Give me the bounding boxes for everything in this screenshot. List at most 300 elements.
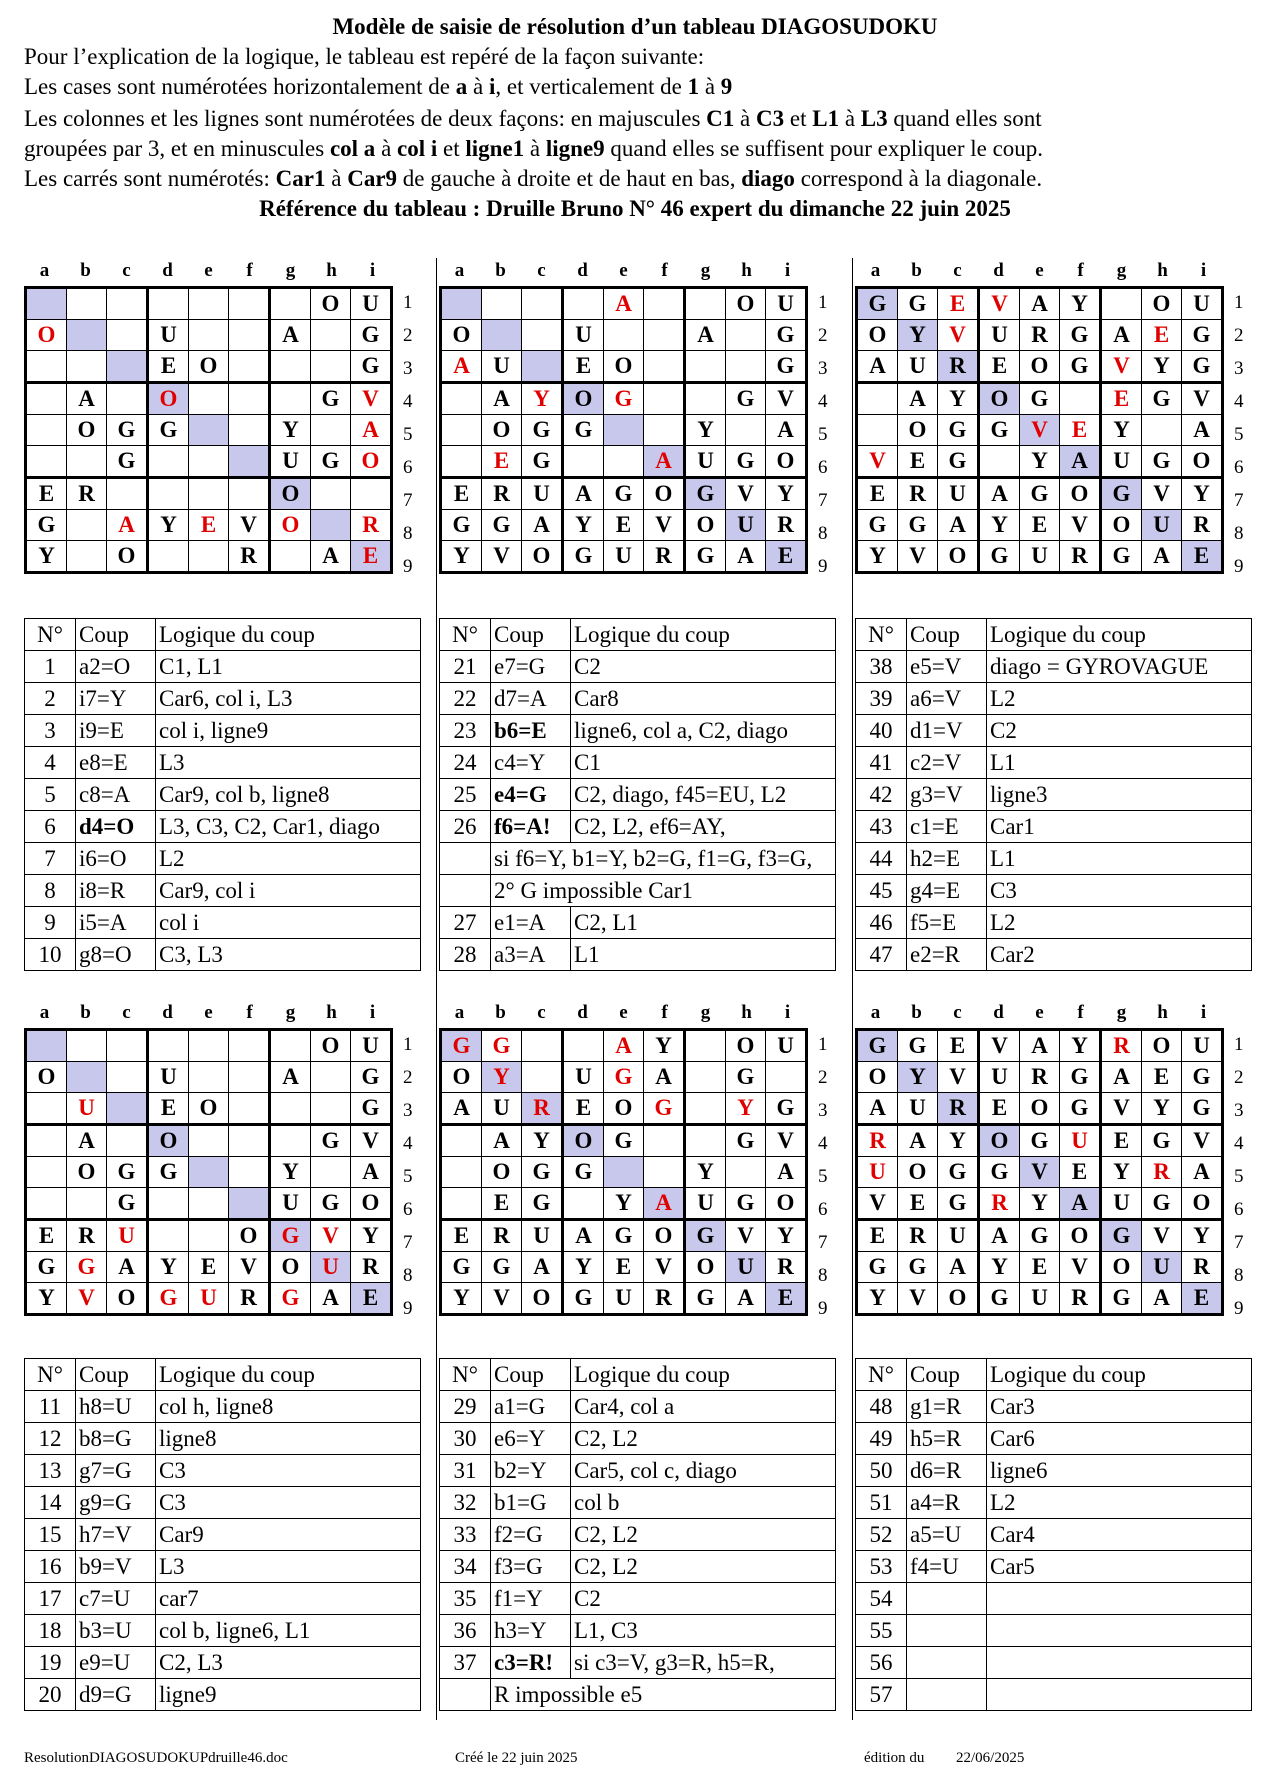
- grid-cell-e4: G: [604, 1125, 644, 1157]
- move-row: [856, 1615, 1252, 1647]
- move-row: [856, 1487, 1252, 1519]
- header-text: , et verticalement de: [495, 74, 688, 99]
- grid-cell-b9: V: [482, 541, 522, 573]
- move-coup: i9=E: [76, 715, 156, 747]
- grid-cell-b5: O: [482, 1157, 522, 1188]
- grid-row: [26, 446, 392, 478]
- move-logic: C1: [571, 747, 836, 779]
- column-letter: e: [619, 1002, 628, 1023]
- grid-cell-i3: G: [1182, 1093, 1223, 1125]
- move-coup: g3=V: [907, 779, 987, 811]
- grid-cell-b5: O: [898, 1157, 938, 1188]
- move-coup: d7=A: [491, 683, 571, 715]
- grid-row: [441, 1220, 807, 1252]
- grid-cell-b6: E: [482, 446, 522, 478]
- column-letter: d: [162, 260, 173, 281]
- row-number: 6: [403, 1199, 413, 1220]
- header-keyword: ligne1: [465, 136, 525, 161]
- move-number: 13: [25, 1455, 76, 1487]
- move-coup: c8=A: [76, 779, 156, 811]
- grid-row: [26, 1188, 392, 1220]
- grid-row: [26, 1220, 392, 1252]
- grid-cell-e3: O: [1020, 351, 1060, 383]
- grid-cell-f9: R: [229, 1283, 270, 1315]
- grid-reference: Référence du tableau : Druille Bruno N° 46 expert du dimanche 22 juin 2025: [259, 196, 1011, 221]
- grid-cell-h7: V: [1142, 478, 1182, 510]
- grid-cell-d9: G: [148, 1283, 189, 1315]
- row-number: 6: [818, 1199, 828, 1220]
- grid-row: [441, 1062, 807, 1093]
- move-number: 44: [856, 843, 907, 875]
- grid-cell-b8: [67, 510, 107, 541]
- grid-cell-d7: [148, 478, 189, 510]
- grid-cell-b4: A: [482, 1125, 522, 1157]
- grid-cell-c8: A: [107, 510, 148, 541]
- grid-cell-b9: V: [898, 541, 938, 573]
- moves-table: [24, 1358, 421, 1711]
- move-row: [440, 843, 836, 875]
- grid-cell-b6: [67, 446, 107, 478]
- grid-cell-b2: Y: [898, 320, 938, 351]
- move-number: 7: [25, 843, 76, 875]
- row-number: 1: [1234, 1034, 1244, 1055]
- move-row: [25, 779, 421, 811]
- move-row: [25, 907, 421, 939]
- row-number: 2: [818, 325, 828, 346]
- grid-cell-f2: [229, 320, 270, 351]
- grid-cell-h9: A: [1142, 1283, 1182, 1315]
- row-number: 6: [818, 457, 828, 478]
- grid-cell-h1: O: [726, 1030, 766, 1062]
- move-logic: Car4: [987, 1519, 1252, 1551]
- grid-row: [441, 415, 807, 446]
- grid-row: [26, 1157, 392, 1188]
- move-logic: diago = GYROVAGUE: [987, 651, 1252, 683]
- move-number: 30: [440, 1423, 491, 1455]
- grid-cell-i8: R: [351, 1252, 392, 1283]
- grid-cell-e7: [189, 478, 229, 510]
- move-row: [440, 1647, 836, 1679]
- grid-cell-d9: [148, 541, 189, 573]
- grid-cell-c7: U: [938, 1220, 979, 1252]
- grid-cell-b4: A: [898, 383, 938, 415]
- move-number: 50: [856, 1455, 907, 1487]
- moves-header-cell: N°: [856, 619, 907, 651]
- move-coup: a6=V: [907, 683, 987, 715]
- row-number: 8: [1234, 1265, 1244, 1286]
- move-logic: [987, 1583, 1252, 1615]
- header-text: et: [437, 136, 466, 161]
- grid-cell-c9: O: [107, 1283, 148, 1315]
- move-logic: Car5: [987, 1551, 1252, 1583]
- move-coup: e4=G: [491, 779, 571, 811]
- grid-cell-h2: [726, 320, 766, 351]
- header-line-3: [24, 104, 1254, 134]
- row-number: 2: [1234, 1067, 1244, 1088]
- grid-cell-g1: [1101, 288, 1142, 320]
- grid-cell-i4: V: [766, 1125, 807, 1157]
- header-keyword: 1: [687, 74, 700, 99]
- move-coup: e1=A: [491, 907, 571, 939]
- footer-edition-label: édition du: [864, 1750, 925, 1766]
- grid-cell-g4: [685, 383, 726, 415]
- grid-cell-g3: V: [1101, 1093, 1142, 1125]
- grid-cell-e2: G: [604, 1062, 644, 1093]
- column-letter: g: [700, 1002, 711, 1023]
- grid-cell-f9: R: [229, 541, 270, 573]
- grid-cell-e1: [189, 1030, 229, 1062]
- move-row: [856, 779, 1252, 811]
- move-logic: col b, ligne6, L1: [156, 1615, 421, 1647]
- header-text: Les cases sont numérotées horizontalement de: [24, 74, 456, 99]
- grid-cell-a7: E: [857, 478, 898, 510]
- grid-cell-d2: U: [148, 1062, 189, 1093]
- grid-row: [857, 415, 1223, 446]
- grid-cell-h8: U: [1142, 510, 1182, 541]
- grid-cell-g7: O: [270, 478, 311, 510]
- row-number: 7: [818, 490, 828, 511]
- grid-cell-i1: U: [351, 1030, 392, 1062]
- move-coup: a2=O: [76, 651, 156, 683]
- grid-cell-g2: A: [270, 320, 311, 351]
- grid-cell-f5: E: [1060, 1157, 1101, 1188]
- grid-cell-d7: A: [979, 478, 1020, 510]
- grid-cell-f5: [229, 415, 270, 446]
- grid-cell-c5: G: [522, 415, 563, 446]
- move-logic: C2: [571, 1583, 836, 1615]
- grid-row: [857, 446, 1223, 478]
- move-number: 34: [440, 1551, 491, 1583]
- grid-cell-c8: A: [938, 510, 979, 541]
- move-number: 20: [25, 1679, 76, 1711]
- grid-cell-i1: U: [1182, 1030, 1223, 1062]
- move-number: 10: [25, 939, 76, 971]
- grid-cell-f2: [229, 1062, 270, 1093]
- move-logic: L1, C3: [571, 1615, 836, 1647]
- move-number: 45: [856, 875, 907, 907]
- move-row: [856, 1455, 1252, 1487]
- grid-cell-g6: U: [270, 1188, 311, 1220]
- move-coup: f6=A!: [491, 811, 571, 843]
- column-letter: h: [741, 260, 752, 281]
- grid-cell-a4: [441, 383, 482, 415]
- grid-cell-b1: [67, 288, 107, 320]
- grid-cell-d1: [563, 1030, 604, 1062]
- grid-cell-f3: [644, 351, 685, 383]
- move-logic: C2, L2, ef6=AY,: [571, 811, 836, 843]
- move-number: 41: [856, 747, 907, 779]
- grid-cell-c1: [522, 288, 563, 320]
- move-row: [856, 1423, 1252, 1455]
- grid-cell-d9: G: [979, 1283, 1020, 1315]
- moves-table-header: [440, 619, 836, 651]
- move-number: 29: [440, 1391, 491, 1423]
- grid-cell-c5: G: [107, 415, 148, 446]
- grid-cell-h3: Y: [1142, 1093, 1182, 1125]
- grid-cell-f5: E: [1060, 415, 1101, 446]
- grid-cell-h1: O: [311, 288, 351, 320]
- move-row: [440, 939, 836, 971]
- move-number: 24: [440, 747, 491, 779]
- grid-cell-c1: [522, 1030, 563, 1062]
- grid-cell-c2: [522, 320, 563, 351]
- move-number: 2: [25, 683, 76, 715]
- column-letter: h: [326, 1002, 337, 1023]
- grid-cell-d9: G: [563, 1283, 604, 1315]
- grid-cell-f8: V: [1060, 1252, 1101, 1283]
- grid-row: [441, 1252, 807, 1283]
- grid-cell-h5: [311, 1157, 351, 1188]
- grid-cell-g8: O: [685, 510, 726, 541]
- grid-cell-i9: E: [351, 1283, 392, 1315]
- grid-row: [441, 351, 807, 383]
- grid-cell-d7: [148, 1220, 189, 1252]
- grid-cell-f8: V: [644, 1252, 685, 1283]
- grid-row: [857, 1093, 1223, 1125]
- grid-row: [857, 288, 1223, 320]
- grid-cell-a8: G: [857, 1252, 898, 1283]
- grid-row: [26, 510, 392, 541]
- move-row: [25, 1391, 421, 1423]
- row-number: 4: [1234, 1133, 1244, 1154]
- column-letter: a: [454, 260, 465, 281]
- move-logic: C3: [156, 1455, 421, 1487]
- column-letter: h: [1157, 1002, 1168, 1023]
- moves-header-cell: Logique du coup: [571, 1359, 836, 1391]
- grid-cell-f5: [229, 1157, 270, 1188]
- row-number: 1: [1234, 292, 1244, 313]
- grid-cell-i2: G: [351, 320, 392, 351]
- sudoku-grid: [24, 1028, 393, 1316]
- row-number: 9: [818, 556, 828, 577]
- move-row: [25, 1615, 421, 1647]
- move-number: 1: [25, 651, 76, 683]
- header-text: à: [524, 136, 546, 161]
- grid-cell-c9: O: [938, 1283, 979, 1315]
- grid-cell-h9: A: [726, 1283, 766, 1315]
- grid-cell-e5: V: [1020, 1157, 1060, 1188]
- move-logic: C3: [156, 1487, 421, 1519]
- moves-header-cell: Coup: [491, 619, 571, 651]
- grid-cell-c8: A: [522, 1252, 563, 1283]
- grid-cell-e1: A: [604, 288, 644, 320]
- grid-cell-f8: V: [1060, 510, 1101, 541]
- grid-cell-h2: E: [1142, 1062, 1182, 1093]
- moves-header-cell: Logique du coup: [987, 619, 1252, 651]
- move-row: [440, 1423, 836, 1455]
- grid-cell-g2: A: [270, 1062, 311, 1093]
- grid-cell-e8: E: [604, 1252, 644, 1283]
- move-logic: Car9, col i: [156, 875, 421, 907]
- grid-cell-g8: O: [1101, 510, 1142, 541]
- grid-cell-d5: G: [979, 415, 1020, 446]
- row-number: 5: [1234, 424, 1244, 445]
- move-logic: [987, 1615, 1252, 1647]
- move-number: 56: [856, 1647, 907, 1679]
- grid-cell-h1: O: [1142, 288, 1182, 320]
- grid-cell-b8: G: [898, 1252, 938, 1283]
- grid-cell-e2: R: [1020, 320, 1060, 351]
- grid-cell-e6: Y: [1020, 446, 1060, 478]
- row-number: 4: [403, 391, 413, 412]
- moves-table-header: [25, 619, 421, 651]
- move-number: 38: [856, 651, 907, 683]
- grid-cell-c3: R: [938, 1093, 979, 1125]
- row-number: 5: [403, 424, 413, 445]
- grid-cell-e8: E: [1020, 1252, 1060, 1283]
- move-logic: Car6, col i, L3: [156, 683, 421, 715]
- move-logic: L3, C3, C2, Car1, diago: [156, 811, 421, 843]
- header-keyword: C3: [756, 106, 785, 131]
- move-row: [856, 1647, 1252, 1679]
- grid-cell-g8: O: [685, 1252, 726, 1283]
- grid-cell-i4: V: [1182, 383, 1223, 415]
- grid-cell-h2: [311, 320, 351, 351]
- grid-cell-g6: U: [685, 1188, 726, 1220]
- row-number: 3: [1234, 358, 1244, 379]
- grid-cell-e5: [189, 415, 229, 446]
- move-number: 23: [440, 715, 491, 747]
- move-row: [25, 747, 421, 779]
- grid-cell-h1: O: [1142, 1030, 1182, 1062]
- grid-row: [441, 288, 807, 320]
- move-number: 53: [856, 1551, 907, 1583]
- grid-cell-h1: O: [311, 1030, 351, 1062]
- grid-cell-i5: A: [1182, 415, 1223, 446]
- column-letters: [439, 260, 808, 282]
- grid-cell-a1: G: [441, 1030, 482, 1062]
- grid-cell-b5: O: [67, 1157, 107, 1188]
- column-letter: g: [1116, 260, 1127, 281]
- grid-cell-a2: O: [441, 320, 482, 351]
- grid-cell-b5: O: [67, 415, 107, 446]
- grid-cell-b2: Y: [482, 1062, 522, 1093]
- moves-table: [24, 618, 421, 971]
- grid-cell-i4: V: [1182, 1125, 1223, 1157]
- grid-cell-a8: G: [857, 510, 898, 541]
- grid-cell-h2: E: [1142, 320, 1182, 351]
- grid-cell-e9: [189, 541, 229, 573]
- grid-cell-c6: G: [107, 446, 148, 478]
- grid-cell-b5: O: [898, 415, 938, 446]
- grid-cell-d2: U: [979, 1062, 1020, 1093]
- move-row: [440, 715, 836, 747]
- grid-cell-h4: G: [311, 1125, 351, 1157]
- move-row: [856, 875, 1252, 907]
- moves-header-cell: Coup: [76, 619, 156, 651]
- move-coup: e6=Y: [491, 1423, 571, 1455]
- move-logic: L3: [156, 1551, 421, 1583]
- grid-cell-b2: Y: [898, 1062, 938, 1093]
- column-letter: b: [911, 1002, 922, 1023]
- move-row: [856, 715, 1252, 747]
- row-number: 2: [818, 1067, 828, 1088]
- grid-cell-e9: U: [189, 1283, 229, 1315]
- grid-cell-h3: Y: [726, 1093, 766, 1125]
- grid-cell-e1: A: [604, 1030, 644, 1062]
- grid-cell-g1: R: [1101, 1030, 1142, 1062]
- grid-cell-e8: E: [189, 1252, 229, 1283]
- move-coup: f1=Y: [491, 1583, 571, 1615]
- move-row: [440, 1519, 836, 1551]
- grid-cell-b4: A: [67, 1125, 107, 1157]
- grid-cell-c4: Y: [938, 1125, 979, 1157]
- grid-row: [441, 541, 807, 573]
- grid-cell-f6: A: [1060, 446, 1101, 478]
- moves-header-cell: Logique du coup: [987, 1359, 1252, 1391]
- grid-cell-d2: U: [563, 320, 604, 351]
- move-number: 3: [25, 715, 76, 747]
- grid-row: [26, 478, 392, 510]
- grid-cell-d3: E: [563, 351, 604, 383]
- grid-cell-e4: G: [1020, 383, 1060, 415]
- grid-cell-f7: O: [1060, 478, 1101, 510]
- grid-cell-c8: A: [107, 1252, 148, 1283]
- grid-cell-c3: [522, 351, 563, 383]
- move-number: 33: [440, 1519, 491, 1551]
- move-row: [856, 843, 1252, 875]
- grid-cell-f2: G: [1060, 320, 1101, 351]
- row-number: 1: [403, 292, 413, 313]
- move-logic: si c3=V, g3=R, h5=R,: [571, 1647, 836, 1679]
- grid-cell-f9: R: [1060, 541, 1101, 573]
- move-coup: f5=E: [907, 907, 987, 939]
- move-row: [440, 811, 836, 843]
- grid-cell-a2: O: [857, 320, 898, 351]
- move-row: [25, 683, 421, 715]
- grid-cell-f1: [644, 288, 685, 320]
- column-letter: c: [122, 1002, 131, 1023]
- move-logic: Car3: [987, 1391, 1252, 1423]
- grid-cell-h6: G: [311, 1188, 351, 1220]
- grid-cell-c2: V: [938, 320, 979, 351]
- grid-cell-g4: [270, 383, 311, 415]
- grid-cell-h7: [311, 478, 351, 510]
- grid-row: [26, 1252, 392, 1283]
- grid-cell-c8: A: [938, 1252, 979, 1283]
- grid-cell-e8: E: [604, 510, 644, 541]
- column-letter: a: [39, 1002, 50, 1023]
- move-coup: a4=R: [907, 1487, 987, 1519]
- grid-cell-e8: E: [189, 510, 229, 541]
- column-letter: f: [661, 260, 668, 281]
- grid-cell-a9: Y: [26, 541, 67, 573]
- column-letter: f: [1077, 260, 1084, 281]
- move-logic: C3: [987, 875, 1252, 907]
- grid-cell-c9: O: [522, 541, 563, 573]
- grid-cell-e4: [189, 383, 229, 415]
- move-coup: h5=R: [907, 1423, 987, 1455]
- move-row: [25, 843, 421, 875]
- move-coup: b8=G: [76, 1423, 156, 1455]
- column-separator-2: [852, 258, 853, 1720]
- grid-cell-f3: G: [644, 1093, 685, 1125]
- grid-cell-a3: [26, 351, 67, 383]
- header-text: groupées par 3, et en minuscules: [24, 136, 330, 161]
- grid-cell-a2: O: [441, 1062, 482, 1093]
- grid-cell-d3: E: [979, 1093, 1020, 1125]
- grid-cell-d1: [148, 288, 189, 320]
- grid-cell-a9: Y: [857, 541, 898, 573]
- grid-cell-g8: O: [270, 1252, 311, 1283]
- grid-cell-c5: G: [938, 415, 979, 446]
- grid-cell-e4: G: [604, 383, 644, 415]
- move-coup: e8=E: [76, 747, 156, 779]
- grid-row: [441, 1188, 807, 1220]
- grid-cell-g7: G: [270, 1220, 311, 1252]
- grid-cell-h5: [311, 415, 351, 446]
- grid-cell-b9: V: [67, 1283, 107, 1315]
